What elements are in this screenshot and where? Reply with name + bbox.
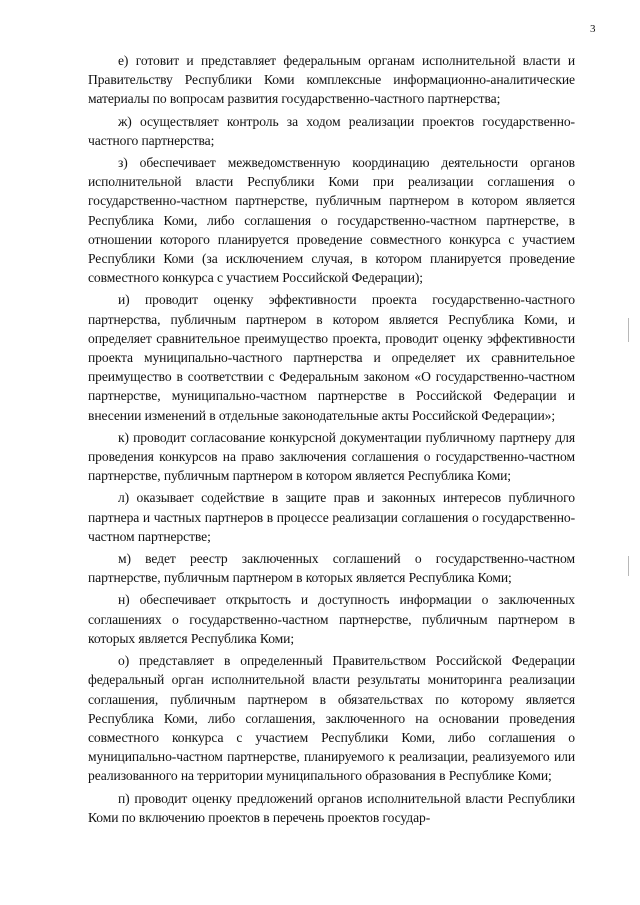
- page-number: 3: [590, 23, 596, 35]
- paragraph-p: п) проводит оценку предложений органов исполнительной власти Республики Коми по включению проектов в перечень проектов государ-: [88, 790, 575, 825]
- paragraph-n: н) обеспечивает открытость и доступность информации о заключенных соглашениях о государственно-частном партнерстве, публичным партнером в которых является Республика Коми;: [88, 592, 575, 646]
- scan-edge-mark-top: [628, 318, 629, 342]
- paragraph-z: з) обеспечивает межведомственную координацию деятельности органов исполнительной власти Республики Коми при реализации соглашения о государственно-частном партнерстве, публичным партнером в котором является Республика Коми, либо соглашения о государственно-частном партнерстве, в отношении которого планируется проведение совместного конкурса с участием Республики Коми (за исключением случая, в котором планируется проведение совместного конкурса с участием Российской Федерации);: [88, 155, 575, 286]
- paragraph-m: м) ведет реестр заключенных соглашений о государственно-частном партнерстве, публичным партнером в которых является Республика Коми;: [88, 551, 575, 586]
- paragraph-e: е) готовит и представляет федеральным органам исполнительной власти и Правительству Республики Коми комплексные информационно-аналитические материалы по вопросам развития государственно-частного партнерства;: [88, 53, 575, 107]
- paragraph-l: л) оказывает содействие в защите прав и законных интересов публичного партнера и частных партнеров в процессе реализации соглашения о государственно-частном партнерстве;: [88, 490, 575, 544]
- paragraph-k: к) проводит согласование конкурсной документации публичному партнеру для проведения конкурсов на право заключения соглашения о государственно-частном партнерстве, публичным партнером в котором является Республика Коми;: [88, 429, 575, 484]
- paragraph-i: и) проводит оценку эффективности проекта государственно-частного партнерства, публичным партнером в котором является Республика Коми, и определяет сравнительное преимущество проекта, проводит оценку эффективности проекта муниципально-частного партнерства и определяет их сравнительное преимущество в соответствии с Федеральным законом «О государственно-частном партнерстве, муниципально-частном партнерстве в Российской Федерации и внесении изменений в отдельные законодательные акты Российской Федерации»;: [88, 292, 575, 423]
- paragraph-zh: ж) осуществляет контроль за ходом реализации проектов государственно-частного партнерства;: [88, 113, 575, 148]
- document-body: [88, 51, 575, 830]
- scan-edge-mark-bottom: [628, 556, 629, 576]
- paragraph-o: о) представляет в определенный Правительством Российской Федерации федеральный орган исполнительной власти результаты мониторинга реализации соглашения, публичным партнером в обязательствах по которому является Республика Коми, либо соглашения, заключенного на основании проведения совместного конкурса с участием Республики Коми, либо соглашения о муниципально-частном партнерстве, планируемого к реализации, реализуемого или реализованного на территории муниципального образования в Республике Коми;: [88, 653, 575, 784]
